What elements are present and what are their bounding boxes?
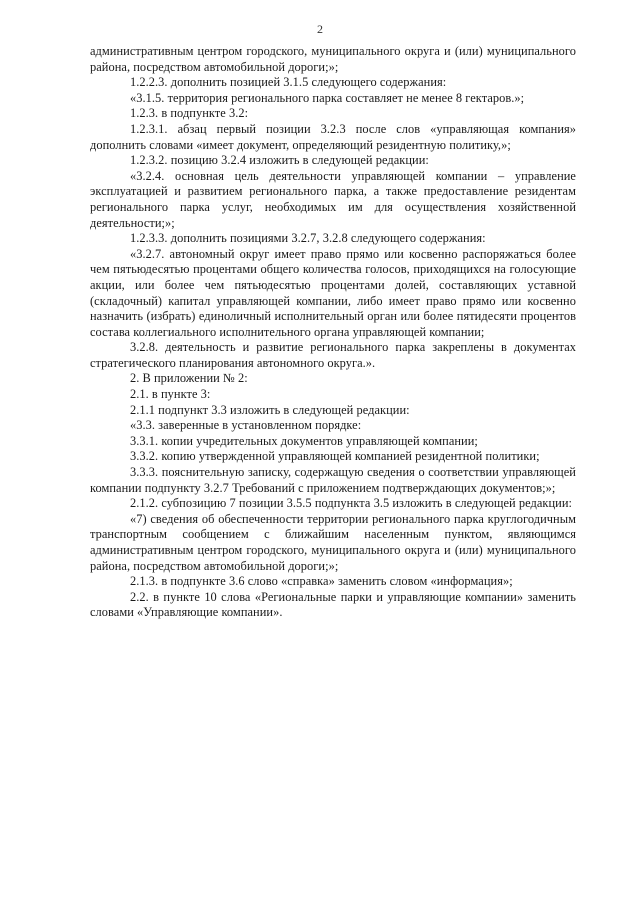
paragraph: «3.2.4. основная цель деятельности управляющей компании – управление эксплуатацией и развитием регионального парка, а также предоставление резидентам регионального парка услуг, необходимых им для осуществления хозяйственной деятельности;»; <box>90 168 576 230</box>
paragraph: 3.2.8. деятельность и развитие регионального парка закреплены в документах стратегического планирования автономного округа.». <box>90 340 576 370</box>
paragraph: «3.1.5. территория регионального парка составляет не менее 8 гектаров.»; <box>130 90 525 105</box>
paragraph: 2.1.3. в подпункте 3.6 слово «справка» заменить словом «информация»; <box>130 574 513 589</box>
paragraph: 2. В приложении № 2: <box>130 371 248 386</box>
paragraph: «7) сведения об обеспеченности территории регионального парка круглогодичным транспортным сообщением с ближайшим населенным пунктом, являющимся административным центром городского, муниципального округа и (или) муниципального района, посредством автомобильной дороги;»; <box>90 511 576 573</box>
paragraph: 2.1. в пункте 3: <box>130 387 211 402</box>
paragraph: 3.3.1. копии учредительных документов управляющей компании; <box>130 433 478 448</box>
paragraph: 2.1.2. субпозицию 7 позиции 3.5.5 подпункта 3.5 изложить в следующей редакции: <box>130 496 572 511</box>
paragraph: 1.2.3. в подпункте 3.2: <box>130 106 249 121</box>
paragraph: «3.3. заверенные в установленном порядке: <box>130 418 362 433</box>
paragraph: 1.2.3.3. дополнить позициями 3.2.7, 3.2.8 следующего содержания: <box>130 231 486 246</box>
paragraph: 3.3.3. пояснительную записку, содержащую сведения о соответствии управляющей компании подпункту 3.2.7 Требований с приложением подтверждающих документов;»; <box>90 465 576 495</box>
paragraph: 1.2.3.2. позицию 3.2.4 изложить в следующей редакции: <box>130 153 429 168</box>
paragraph: «3.2.7. автономный округ имеет право прямо или косвенно распоряжаться более чем пятьюдесятью процентами общего количества голосов, приходящихся на голосующие акции, или более чем пятьюдесятью процентами долей, составляющих уставной (складочный) капитал управляющей компании, либо имеет право прямо или косвенно назначить (избрать) единоличный исполнительный орган или более пятидесяти процентов состава коллегиального исполнительного органа управляющей компании; <box>90 246 576 339</box>
paragraph: 1.2.3.1. абзац первый позиции 3.2.3 после слов «управляющая компания» дополнить словами «имеет документ, определяющий резидентную политику,»; <box>90 121 576 152</box>
paragraph: 3.3.2. копию утвержденной управляющей компанией резидентной политики; <box>130 449 540 464</box>
paragraph: 2.2. в пункте 10 слова «Региональные парки и управляющие компании» заменить словами «Управляющие компании». <box>90 589 576 620</box>
paragraph: административным центром городского, муниципального округа и (или) муниципального района, посредством автомобильной дороги;»; <box>90 44 576 74</box>
paragraph: 2.1.1 подпункт 3.3 изложить в следующей редакции: <box>130 402 410 417</box>
page-number: 2 <box>317 22 323 36</box>
document-body <box>90 44 576 621</box>
paragraph: 1.2.2.3. дополнить позицией 3.1.5 следующего содержания: <box>130 75 447 90</box>
